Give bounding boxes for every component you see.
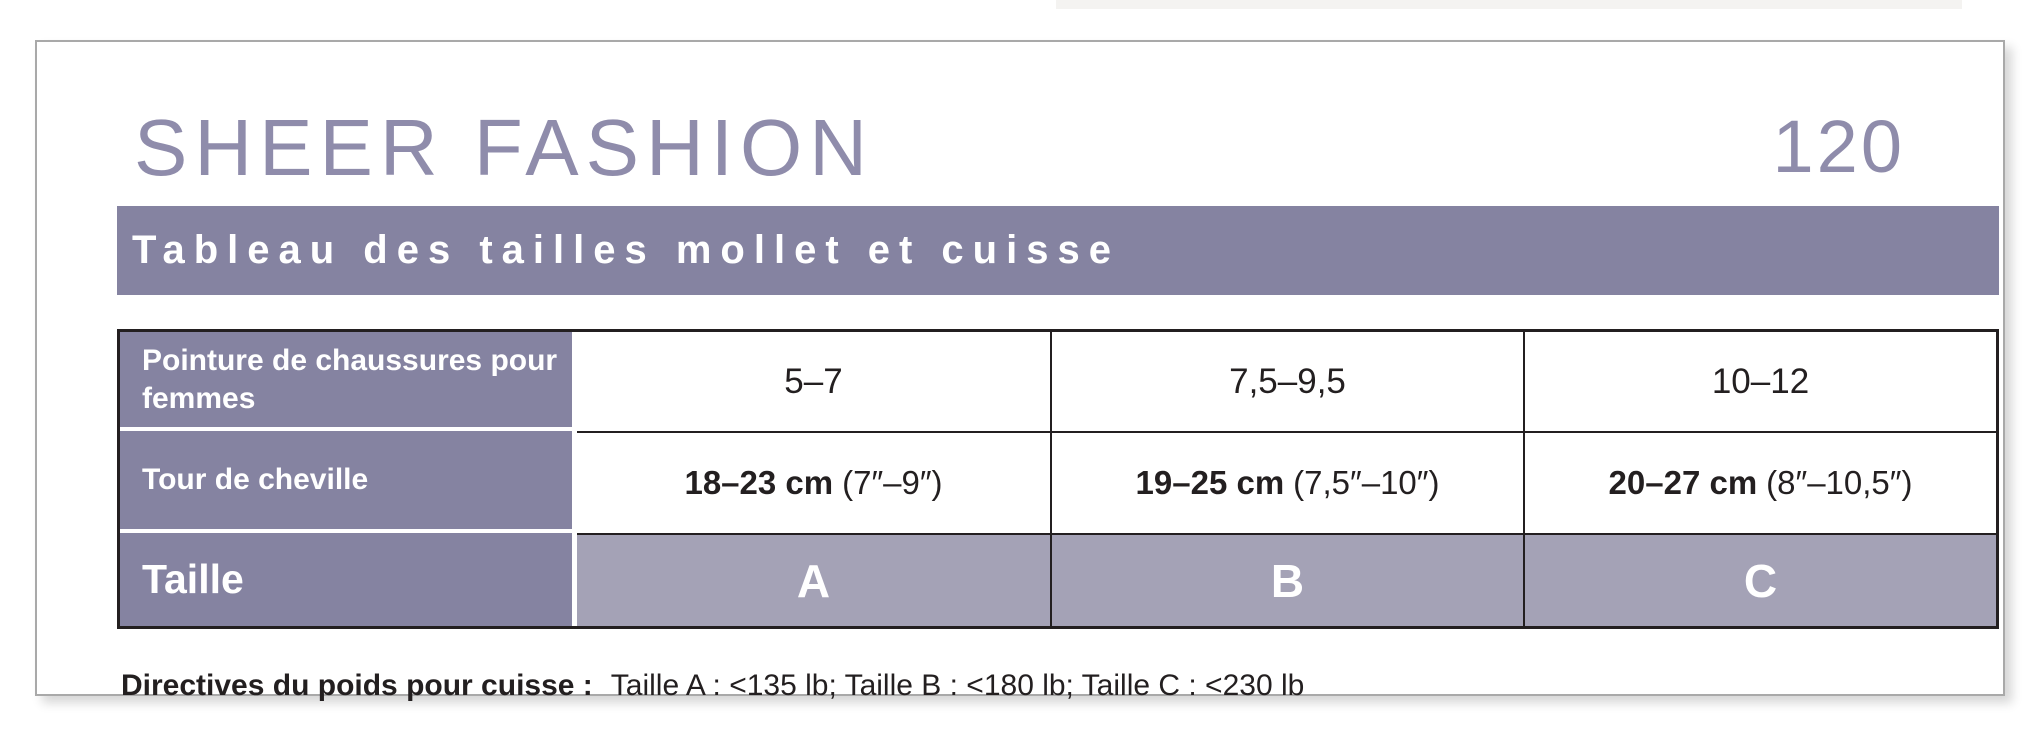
ankle-cm-a: 18–23 cm: [684, 464, 834, 501]
size-letter-a: A: [796, 554, 831, 607]
footnote-label: Directives du poids pour cuisse :: [121, 669, 593, 702]
size-chart-card: [35, 40, 2005, 702]
product-number: 120: [1772, 105, 1905, 188]
ankle-cm-c: 20–27 cm: [1608, 464, 1758, 501]
size-letter-b: B: [1270, 554, 1305, 607]
size-cell-b: [1050, 533, 1523, 626]
table-title-banner: [117, 206, 1999, 295]
brand-title: SHEER FASHION: [134, 103, 875, 192]
row-label-shoe-size: Pointure de chaussures pour femmes: [120, 332, 577, 431]
size-table: [117, 329, 1999, 629]
ankle-cell-c: [1523, 431, 1996, 533]
size-cell-c: [1523, 533, 1996, 626]
row-label-size: Taille: [120, 533, 577, 626]
table-title: Tableau des tailles mollet et cuisse: [132, 228, 1120, 272]
top-edge-strip: [1056, 0, 1962, 9]
ankle-cell-a: [577, 431, 1050, 533]
footnote-text: Taille A : <135 lb; Taille B : <180 lb; Taille C : <230 lb: [610, 669, 1305, 702]
shoe-size-cell-a: 5–7: [784, 361, 843, 401]
row-label-ankle-circumference: Tour de cheville: [120, 431, 577, 533]
size-cell-a: [577, 533, 1050, 626]
shoe-size-cell-c: 10–12: [1523, 332, 1996, 431]
ankle-cell-b: [1050, 431, 1523, 533]
ankle-in-a: (7″–9″): [842, 464, 943, 501]
size-letter-c: C: [1743, 554, 1778, 607]
shoe-size-cell-b: 7,5–9,5: [1050, 332, 1523, 431]
weight-guidelines-footnote: [121, 666, 1304, 706]
ankle-in-c: (8″–10,5″): [1766, 464, 1913, 501]
ankle-cm-b: 19–25 cm: [1135, 464, 1285, 501]
ankle-in-b: (7,5″–10″): [1293, 464, 1440, 501]
